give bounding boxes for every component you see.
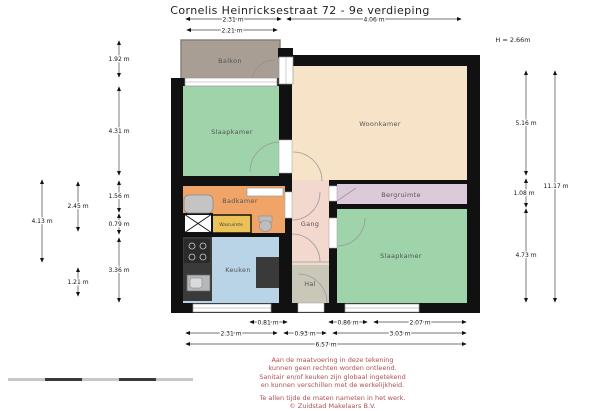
svg-text:1.21 m: 1.21 m — [67, 279, 89, 286]
svg-text:1.08 m: 1.08 m — [513, 190, 535, 197]
svg-text:6.57 m: 6.57 m — [315, 341, 337, 349]
ceiling-height-label: H = 2.66m — [495, 36, 531, 44]
toilet — [259, 216, 272, 232]
kitchen-sink — [187, 275, 210, 291]
page-title: Cornelis Heinricksestraat 72 - 9e verdieping — [170, 4, 430, 17]
svg-text:2.07 m: 2.07 m — [409, 319, 431, 327]
svg-text:4.06 m: 4.06 m — [363, 16, 385, 24]
svg-text:0.79 m: 0.79 m — [108, 221, 130, 228]
svg-text:4.31 m: 4.31 m — [108, 128, 130, 135]
svg-text:4.13 m: 4.13 m — [31, 218, 53, 225]
label-keuken: Keuken — [225, 266, 251, 274]
svg-text:2.21 m: 2.21 m — [221, 27, 243, 35]
svg-text:0.86 m: 0.86 m — [337, 319, 359, 327]
svg-text:2.31 m: 2.31 m — [220, 330, 242, 338]
shaft-cross-box — [184, 214, 212, 233]
copyright-line: © Zuidstad Makelaars B.V. — [289, 402, 376, 411]
disclaimer-line: Te allen tijde de maten nameten in het werk. — [259, 393, 406, 402]
svg-text:4.73 m: 4.73 m — [515, 252, 537, 259]
svg-text:3.03 m: 3.03 m — [389, 330, 411, 338]
label-balkon: Balkon — [218, 57, 242, 65]
disclaimer — [210, 356, 455, 411]
svg-text:1.56 m: 1.56 m — [108, 193, 130, 200]
stove — [184, 239, 210, 263]
label-slaapkamer-1: Slaapkamer — [211, 128, 253, 136]
label-woonkamer: Woonkamer — [359, 120, 401, 128]
washbasin — [247, 188, 283, 196]
svg-text:11.17 m: 11.17 m — [543, 183, 569, 190]
label-badkamer: Badkamer — [222, 197, 258, 205]
svg-text:2.31 m: 2.31 m — [222, 16, 244, 24]
svg-text:0.93 m: 0.93 m — [294, 330, 316, 338]
label-gang: Gang — [300, 220, 320, 228]
balkon-sliding-door — [185, 78, 277, 86]
disclaimer-line: Aan de maatvoering in deze tekening — [271, 356, 394, 364]
disclaimer-line: kunnen geen rechten worden ontleend. — [268, 364, 397, 373]
slaapkamer2-window — [345, 304, 419, 312]
disclaimer-line: en kunnen verschillen met de werkelijkheid. — [260, 381, 405, 390]
label-slaapkamer-2: Slaapkamer — [380, 252, 422, 260]
corner-window — [279, 57, 293, 84]
bathtub — [184, 195, 213, 213]
disclaimer-line: Sanitair en/of keuken zijn globaal ingetekend — [259, 372, 406, 381]
label-bergruimte: Bergruimte — [381, 191, 421, 199]
scale-bar — [8, 378, 193, 381]
svg-text:3.36 m: 3.36 m — [108, 267, 130, 274]
label-wasruimte: Wasruimte — [219, 223, 243, 228]
label-hal: Hal — [304, 280, 316, 288]
svg-text:1.92 m: 1.92 m — [108, 56, 130, 63]
keuken-window — [193, 304, 271, 312]
svg-text:0.81 m: 0.81 m — [257, 319, 279, 327]
svg-text:5.16 m: 5.16 m — [515, 120, 537, 127]
kitchen-cabinet — [256, 257, 279, 288]
svg-text:2.45 m: 2.45 m — [67, 203, 89, 210]
